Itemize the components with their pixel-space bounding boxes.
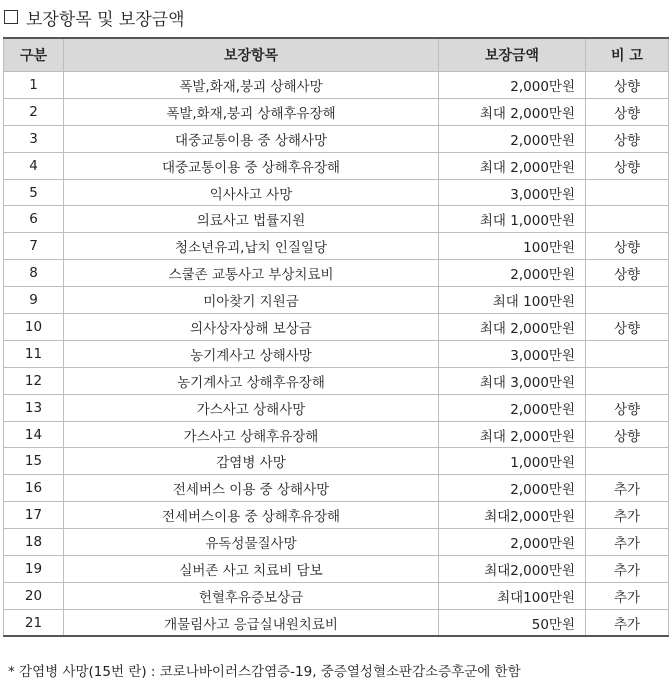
cell-note [586,340,669,367]
cell-note: 상향 [586,260,669,287]
cell-amount: 2,000만원 [439,394,586,421]
cell-note: 추가 [586,502,669,529]
cell-amount: 3,000만원 [439,179,586,206]
table-row [4,609,669,636]
cell-note: 추가 [586,475,669,502]
cell-item: 폭발,화재,붕괴 상해사망 [64,72,439,99]
cell-item: 스쿨존 교통사고 부상치료비 [64,260,439,287]
cell-amount: 최대 2,000만원 [439,421,586,448]
footnote: * 감염병 사망(15번 란) : 코로나바이러스감염증-19, 중증열성혈소판감소증후군에 한함 [8,664,521,680]
cell-note [586,448,669,475]
cell-amount: 2,000만원 [439,125,586,152]
cell-amount: 최대 2,000만원 [439,314,586,341]
table-row [4,556,669,583]
table-row [4,206,669,233]
cell-no: 15 [4,448,64,475]
cell-note: 상향 [586,233,669,260]
section-header [4,4,185,30]
header-amount: 보장금액 [439,38,586,72]
cell-note: 상향 [586,421,669,448]
table-row [4,152,669,179]
cell-no: 21 [4,609,64,636]
cell-no: 20 [4,582,64,609]
table-row [4,448,669,475]
cell-amount: 최대 3,000만원 [439,367,586,394]
cell-no: 6 [4,206,64,233]
cell-item: 실버존 사고 치료비 담보 [64,556,439,583]
cell-note: 상향 [586,314,669,341]
header-note: 비 고 [586,38,669,72]
cell-amount: 최대 1,000만원 [439,206,586,233]
cell-no: 13 [4,394,64,421]
cell-item: 미아찾기 지원금 [64,287,439,314]
header-no: 구분 [4,38,64,72]
table-row [4,475,669,502]
cell-note: 상향 [586,125,669,152]
header-item: 보장항목 [64,38,439,72]
cell-amount: 최대 100만원 [439,287,586,314]
cell-no: 1 [4,72,64,99]
cell-note: 상향 [586,394,669,421]
cell-item: 농기계사고 상해후유장해 [64,367,439,394]
cell-amount: 최대100만원 [439,582,586,609]
cell-no: 2 [4,98,64,125]
cell-no: 4 [4,152,64,179]
table-row [4,125,669,152]
cell-note [586,206,669,233]
cell-amount: 최대 2,000만원 [439,152,586,179]
cell-item: 의료사고 법률지원 [64,206,439,233]
cell-item: 헌혈후유증보상금 [64,582,439,609]
cell-amount: 2,000만원 [439,475,586,502]
table-row [4,394,669,421]
cell-amount: 2,000만원 [439,72,586,99]
table-row [4,72,669,99]
checkbox-icon [4,10,18,24]
cell-no: 14 [4,421,64,448]
cell-amount: 최대2,000만원 [439,502,586,529]
cell-item: 대중교통이용 중 상해후유장해 [64,152,439,179]
cell-amount: 1,000만원 [439,448,586,475]
cell-item: 전세버스 이용 중 상해사망 [64,475,439,502]
cell-no: 8 [4,260,64,287]
cell-no: 19 [4,556,64,583]
coverage-table [3,37,669,637]
table-row [4,287,669,314]
cell-no: 5 [4,179,64,206]
cell-no: 3 [4,125,64,152]
cell-no: 9 [4,287,64,314]
cell-no: 18 [4,529,64,556]
cell-note: 상향 [586,98,669,125]
cell-no: 17 [4,502,64,529]
table-row [4,582,669,609]
table-row [4,502,669,529]
table-row [4,179,669,206]
cell-item: 청소년유괴,납치 인질일당 [64,233,439,260]
cell-amount: 2,000만원 [439,260,586,287]
table-row [4,367,669,394]
cell-item: 폭발,화재,붕괴 상해후유장해 [64,98,439,125]
cell-item: 농기계사고 상해사망 [64,340,439,367]
cell-item: 전세버스이용 중 상해후유장해 [64,502,439,529]
cell-amount: 최대 2,000만원 [439,98,586,125]
table-row [4,340,669,367]
table-row [4,98,669,125]
cell-no: 7 [4,233,64,260]
cell-note: 추가 [586,529,669,556]
cell-no: 10 [4,314,64,341]
cell-amount: 2,000만원 [439,529,586,556]
cell-no: 11 [4,340,64,367]
cell-note: 상향 [586,152,669,179]
table-row [4,421,669,448]
cell-item: 대중교통이용 중 상해사망 [64,125,439,152]
cell-note [586,179,669,206]
cell-note: 추가 [586,609,669,636]
table-row [4,260,669,287]
table-row [4,529,669,556]
cell-amount: 최대2,000만원 [439,556,586,583]
cell-note [586,367,669,394]
cell-amount: 3,000만원 [439,340,586,367]
cell-item: 유독성물질사망 [64,529,439,556]
cell-note: 추가 [586,556,669,583]
cell-amount: 50만원 [439,609,586,636]
cell-note: 상향 [586,72,669,99]
table-header-row [4,38,669,72]
table-row [4,233,669,260]
cell-note [586,287,669,314]
cell-no: 16 [4,475,64,502]
cell-item: 개물림사고 응급실내원치료비 [64,609,439,636]
cell-item: 의사상자상해 보상금 [64,314,439,341]
cell-amount: 100만원 [439,233,586,260]
cell-no: 12 [4,367,64,394]
cell-item: 익사사고 사망 [64,179,439,206]
cell-item: 가스사고 상해사망 [64,394,439,421]
cell-item: 감염병 사망 [64,448,439,475]
section-title: 보장항목 및 보장금액 [26,9,185,30]
table-row [4,314,669,341]
cell-note: 추가 [586,582,669,609]
cell-item: 가스사고 상해후유장해 [64,421,439,448]
